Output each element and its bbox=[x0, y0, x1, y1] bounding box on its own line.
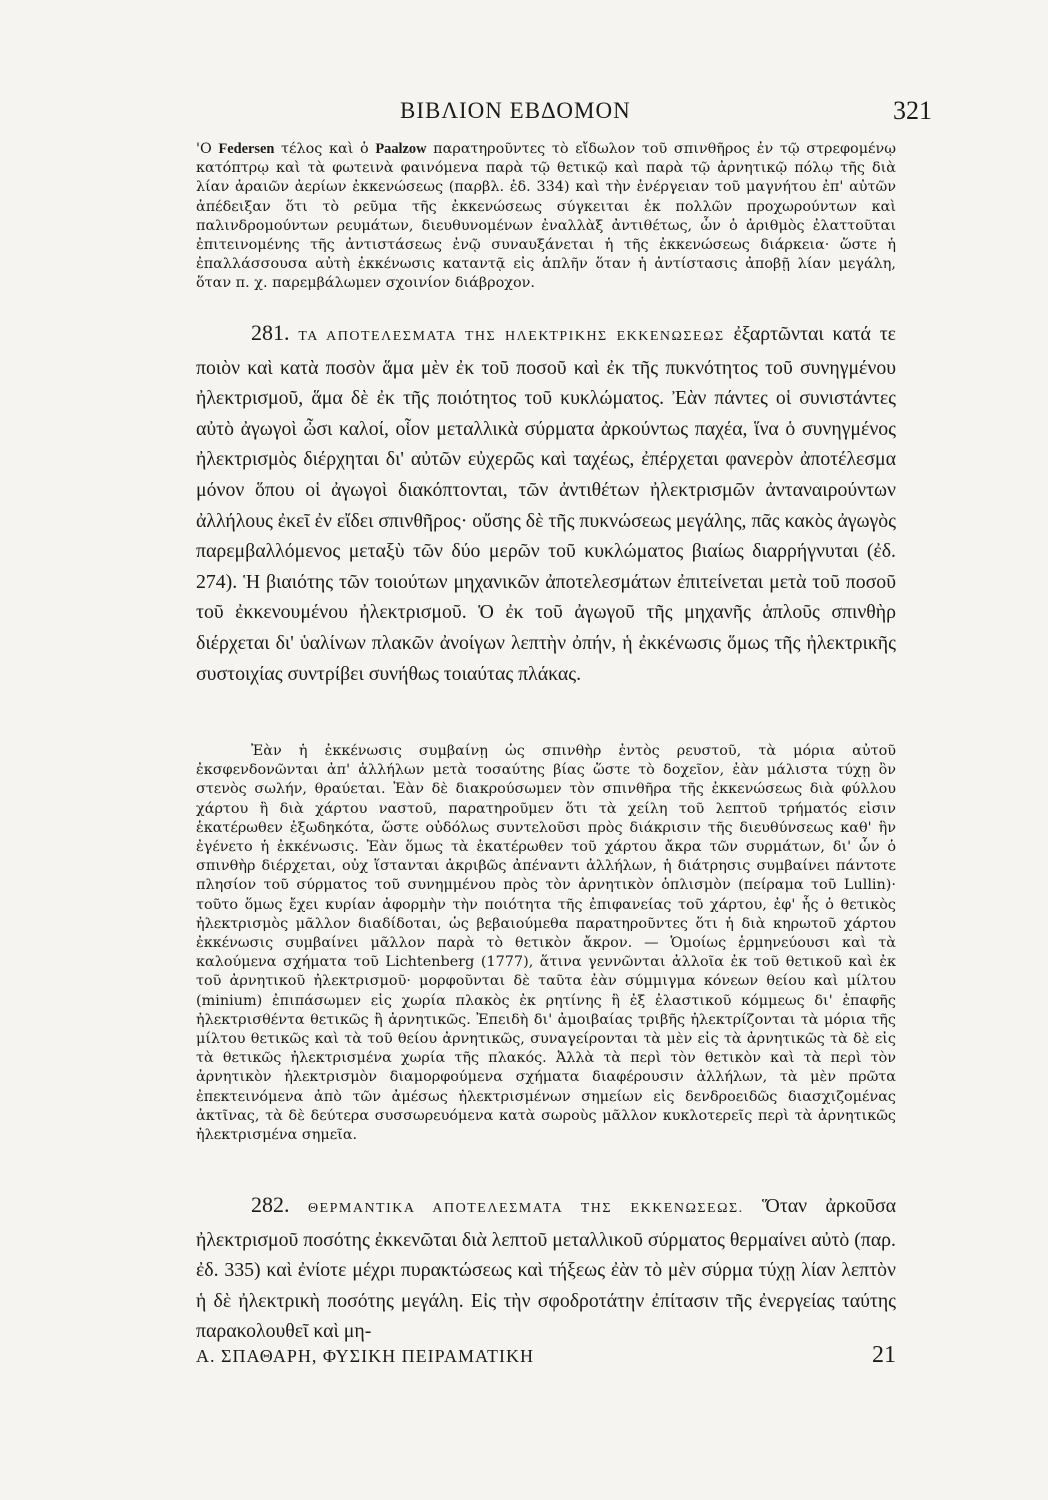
section-text-281: ἐξαρτῶνται κατά τε ποιὸν καὶ κατὰ ποσὸν ἅμα μὲν ἐκ τοῦ ποσοῦ καὶ ἐκ τῆς πυκνότητος τοῦ συνηγμένου ἠλεκτρισμοῦ, ἅμα δὲ ἐκ τῆς ποιότητος τοῦ κυκλώματος. Ἐὰν πάντες οἱ συνιστάντες αὐτὸ ἀγωγοὶ ὦσι καλοί, οἷον μεταλλικὰ σύρματα ἀρκούντως παχέα, ἵνα ὁ συνηγμένος ἠλεκτρισμὸς διέρχηται δι' αὐτῶν εὐχερῶς καὶ ταχέως, ἐπέρχεται φανερὸν ἀποτέλεσμα μόνον ὅπου οἱ ἀγωγοὶ διακόπτονται, τῶν ἀντιθέτων ἠλεκτρισμῶν ἀνταναιρούντων ἀλλήλους ἐκεῖ ἐν εἴδει σπινθῆρος· οὔσης δὲ τῆς πυκνώσεως μεγάλης, πᾶς κακὸς ἀγωγὸς παρεμβαλλόμενος μεταξὺ τῶν δύο μερῶν τοῦ κυκλώματος βιαίως διαρρήγνυται (ἐδ. 274). Ἡ βιαιότης τῶν τοιούτων μηχανικῶν ἀποτελεσμάτων ἐπιτείνεται μετὰ τοῦ ποσοῦ τοῦ ἐκκενουμένου ἠλεκτρισμοῦ. Ὁ ἐκ τοῦ ἀγωγοῦ τῆς μηχανῆς ἁπλοῦς σπινθὴρ διέρχεται δι' ὑαλίνων πλακῶν ἀνοίγων λεπτὴν ὀπήν, ἡ ἐκκένωσις ὅμως τῆς ἠλεκτρικῆς συστοιχίας συντρίβει συνήθως τοιαύτας πλάκας. bbox=[196, 323, 896, 685]
note1-lead: 'Ο bbox=[196, 141, 219, 157]
section-heading-282: ΘΕΡΜΑΝΤΙΚΑ ΑΠΟΤΕΛΕΣΜΑΤΑ ΤΗΣ ΕΚΚΕΝΩΣΕΩΣ. bbox=[307, 1201, 744, 1216]
section-281 bbox=[196, 318, 896, 689]
section-number-282: 282. bbox=[251, 1192, 290, 1217]
note-federsen bbox=[196, 140, 896, 294]
section-number-281: 281. bbox=[251, 320, 290, 345]
page-footer bbox=[196, 1342, 896, 1372]
name-paalzow: Paalzow bbox=[375, 141, 427, 157]
section-text-282: Ὅταν ἀρκοῦσα ἠλεκτρισμοῦ ποσότης ἐκκενῶται διὰ λεπτοῦ μεταλλικοῦ σύρματος θερμαίνει αὐτὸ (παρ. ἐδ. 335) καὶ ἐνίοτε μέχρι πυρακτώσεως καὶ τήξεως ἐὰν τὸ μὲν σύρμα τύχῃ λίαν λεπτὸν ἡ δὲ ἠλεκτρικὴ ποσότης μεγάλη. Εἰς τὴν σφοδροτάτην ἐπίτασιν τῆς ἐνεργείας ταύτης παρακολουθεῖ καὶ μη- bbox=[196, 1195, 896, 1343]
note-liquid-discharge bbox=[196, 742, 896, 1145]
page-number: 321 bbox=[893, 96, 932, 125]
sheet-number: 21 bbox=[872, 1342, 896, 1368]
section-heading-281: ΤΑ ΑΠΟΤΕΛΕΣΜΑΤΑ ΤΗΣ ΗΛΕΚΤΡΙΚΗΣ ΕΚΚΕΝΩΣΕΩΣ bbox=[298, 329, 725, 344]
running-header bbox=[210, 96, 938, 126]
note2-text: Ἐὰν ἡ ἐκκένωσις συμβαίνῃ ὡς σπινθὴρ ἐντὸς ρευστοῦ, τὰ μόρια αὐτοῦ ἐκσφενδονῶνται ἀπ' ἀλλήλων μετὰ τοσαύτης βίας ὥστε τὸ δοχεῖον, ἐὰν μάλιστα τύχῃ ὂν στενὸς σωλήν, θραύεται. Ἐὰν δὲ διακρούσωμεν τὸν σπινθῆρα τῆς ἐκκενώσεως διὰ φύλλου χάρτου ἢ διὰ χάρτου ναστοῦ, παρατηροῦμεν ὅτι τὰ χείλη τοῦ λεπτοῦ τρήματός εἰσιν ἑκατέρωθεν ἐξωδηκότα, ὥστε οὐδόλως συντελοῦσι πρὸς διάκρισιν τῆς διευθύνσεως καθ' ἣν ἐγένετο ἡ ἐκκένωσις. Ἐὰν ὅμως τὰ ἑκατέρωθεν τοῦ χάρτου ἄκρα τῶν συρμάτων, δι' ὧν ὁ σπινθὴρ διέρχεται, οὐχ ἵστανται ἀκριβῶς ἀπέναντι ἀλλήλων, ἡ διάτρησις συμβαίνει πάντοτε πλησίον τοῦ σύρματος τοῦ συνημμένου πρὸς τὸν ἀρνητικὸν ὁπλισμὸν (πείραμα τοῦ Lullin)· τοῦτο ὅμως ἔχει κυρίαν ἀφορμὴν τὴν ποιότητα τῆς ἐπιφανείας τοῦ χάρτου, ἐφ' ἧς ὁ θετικὸς ἠλεκτρισμὸς μᾶλλον διαδίδοται, ὡς βεβαιούμεθα παρατηροῦντες ὅτι ἡ διὰ κηρωτοῦ χάρτου ἐκκένωσις συμβαίνει μᾶλλον παρὰ τὸ θετικὸν ἄκρον. — Ὁμοίως ἑρμηνεύουσι καὶ τὰ καλούμενα σχήματα τοῦ Lichtenberg (1777), ἅτινα γεννῶνται ἀλλοῖα ἐκ τοῦ θετικοῦ καὶ ἐκ τοῦ ἀρνητικοῦ ἠλεκτρισμοῦ· μορφοῦνται δὲ ταῦτα ἐὰν σύμμιγμα κόνεων θείου καὶ μίλτου (minium) ἐπιπάσωμεν εἰς χωρία πλακὸς ἐκ ρητίνης ἢ ἐξ ἐλαστικοῦ κόμμεως δι' ἐπαφῆς ἠλεκτρισθέντα θετικῶς ἢ ἀρνητικῶς. Ἐπειδὴ δι' ἀμοιβαίας τριβῆς ἠλεκτρίζονται τὰ μόρια τῆς μίλτου θετικῶς καὶ τὰ τοῦ θείου ἀρνητικῶς, συναγείρονται τὰ μὲν εἰς τὰ ἀρνητικῶς τὰ δὲ εἰς τὰ θετικῶς ἠλεκτρισμένα χωρία τῆς πλακός. Ἀλλὰ τὰ περὶ τὸν θετικὸν καὶ τὰ περὶ τὸν ἀρνητικὸν ἠλεκτρισμὸν διαμορφούμενα σχήματα διαφέρουσιν ἀλλήλων, τὰ μὲν πρῶτα ἐπεκτεινόμενα ἀπὸ τῶν ἀμέσως ἠλεκτρισμένων σημείων εἰς δενδροειδῶς διασχιζομένας ἀκτῖνας, τὰ δὲ δεύτερα συσσωρευόμενα κατὰ σωροὺς μᾶλλον κυκλοτερεῖς περὶ τὰ ἀρνητικῶς ἠλεκτρισμένα σημεῖα. bbox=[196, 743, 896, 1144]
note1-mid: τέλος καὶ ὁ bbox=[274, 141, 376, 157]
signature-line: Α. ΣΠΑΘΑΡΗ, ΦΥΣΙΚΗ ΠΕΙΡΑΜΑΤΙΚΗ bbox=[196, 1346, 535, 1366]
name-federsen: Federsen bbox=[218, 141, 275, 157]
section-282 bbox=[196, 1190, 896, 1347]
note1-text: παρατηροῦντες τὸ εἴδωλον τοῦ σπινθῆρος ἐν τῷ στρεφομένῳ κατόπτρῳ καὶ τὰ φωτεινὰ φαινόμενα παρὰ τῷ θετικῷ καὶ παρὰ τῷ ἀρνητικῷ πόλῳ τῆς διὰ λίαν ἀραιῶν ἀερίων ἐκκενώσεως (παρβλ. ἐδ. 334) καὶ τὴν ἐνέργειαν τοῦ μαγνήτου ἐπ' αὐτῶν ἀπέδειξαν ὅτι τὸ ρεῦμα τῆς ἐκκενώσεως σύγκειται ἐκ πολλῶν προχωρούντων καὶ παλινδρομούντων ρευμάτων, διευθυνομένων ἐναλλὰξ ἀντιθέτως, ὧν ὁ ἀριθμὸς ἐλαττοῦται ἐπιτεινομένης τῆς ἀντιστάσεως ἐνῷ συναυξάνεται ἡ τῆς ἐκκενώσεως διάρκεια· ὥστε ἡ ἐπαλλάσσουσα αὐτὴ ἐκκένωσις καταντᾷ εἰς ἁπλῆν ὅταν ἡ ἀντίστασις ἀποβῇ λίαν μεγάλη, ὅταν π. χ. παρεμβάλωμεν σχοινίον διάβροχον. bbox=[196, 141, 896, 292]
running-title: ΒΙΒΛΙΟΝ ΕΒΔΟΜΟΝ bbox=[400, 98, 631, 123]
